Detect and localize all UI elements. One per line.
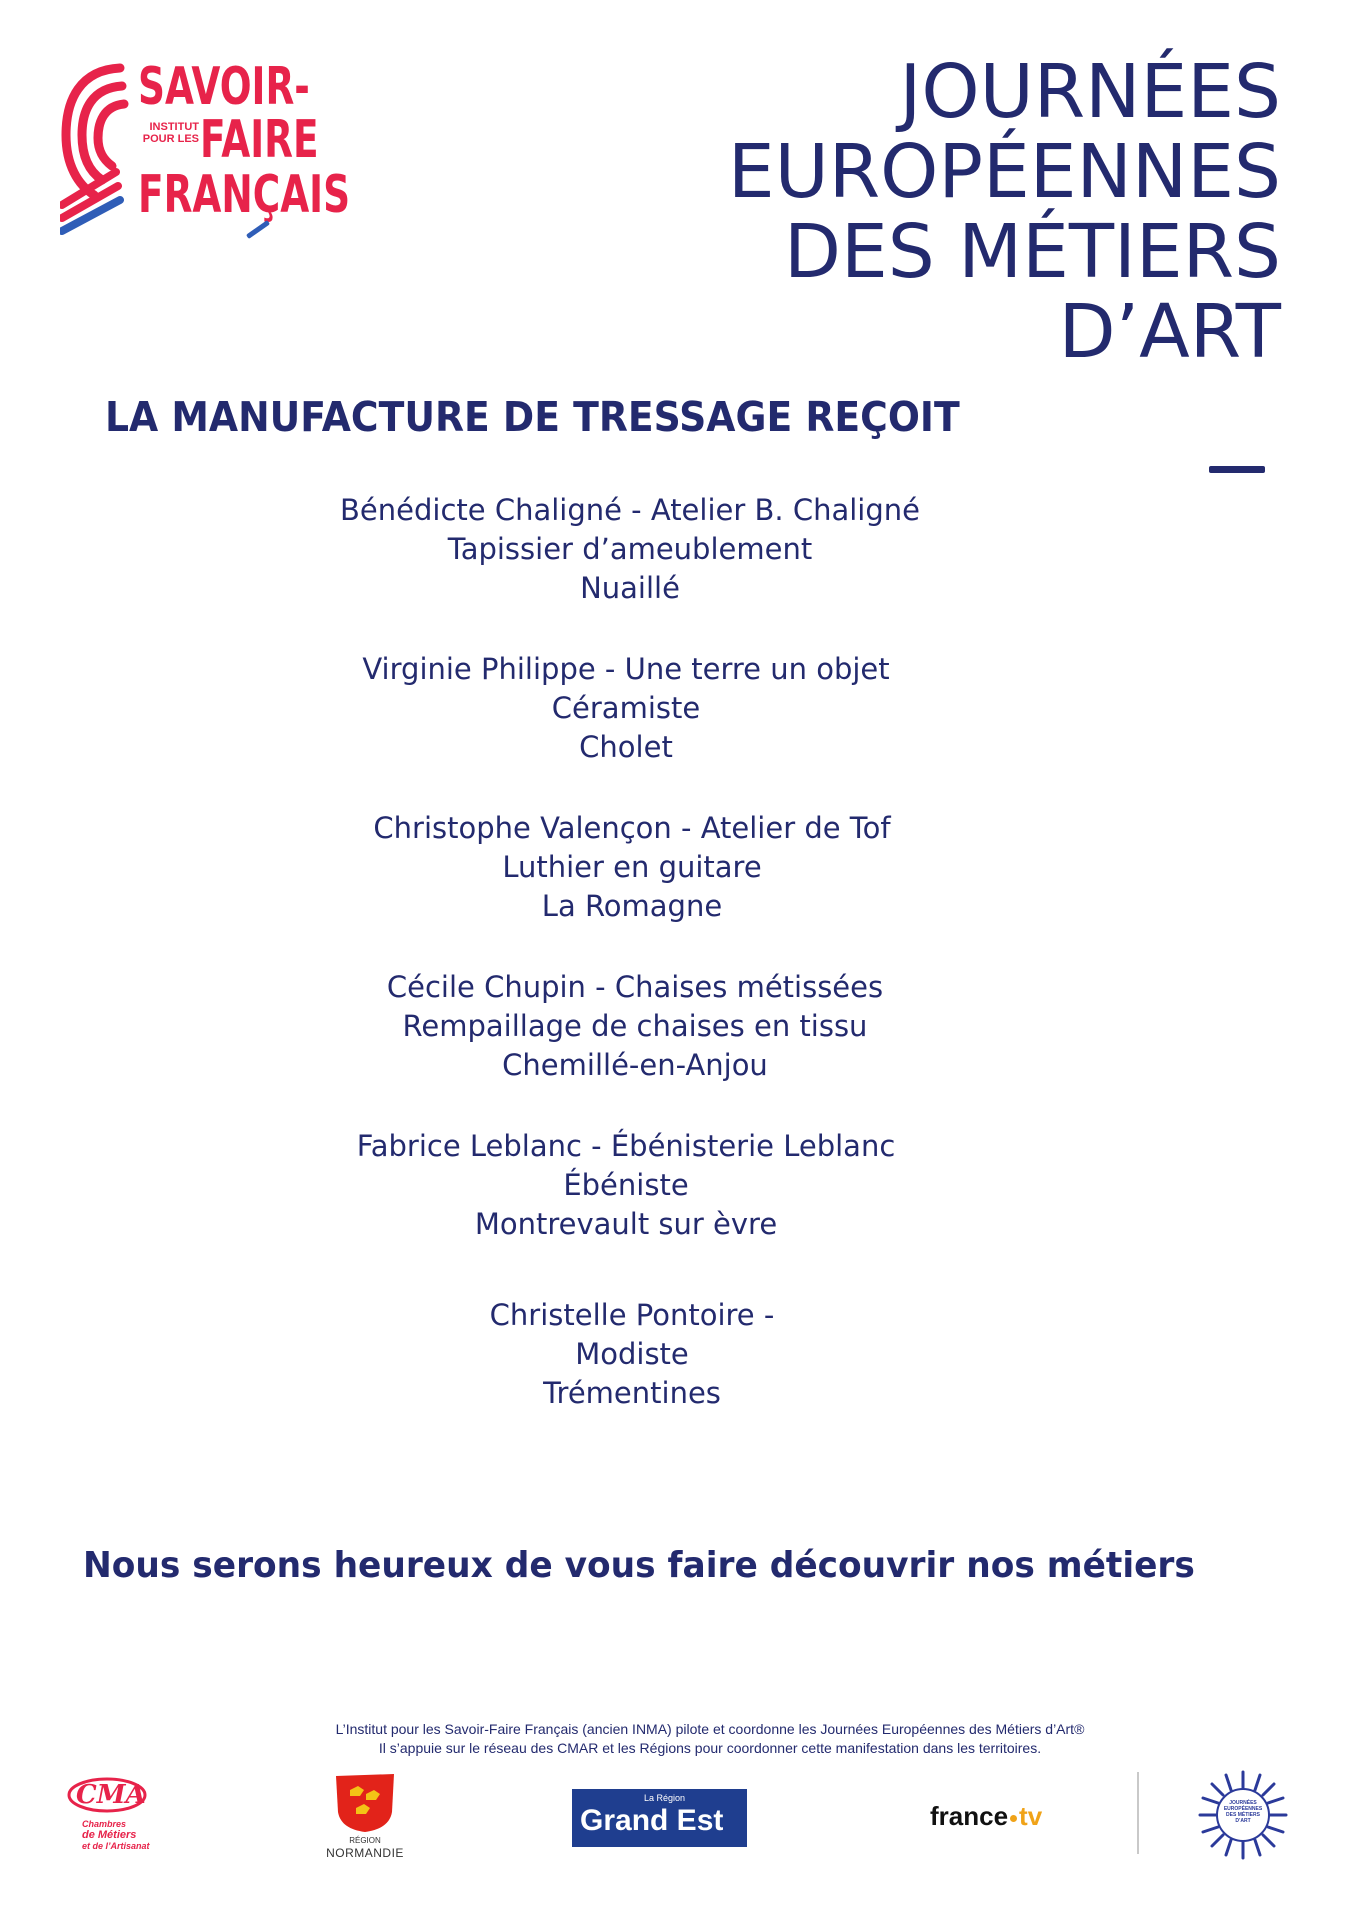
- artisan-city: Cholet: [579, 730, 673, 764]
- artisan-name: Christelle Pontoire -: [489, 1298, 775, 1332]
- region-normandie-logo: [310, 1772, 420, 1862]
- francetv-suffix: tv: [1019, 1801, 1043, 1831]
- artisan-entry: [282, 1296, 982, 1413]
- normandie-line1: RÉGION: [349, 1836, 381, 1845]
- page-title: [727, 49, 1281, 375]
- jema-text: JOURNÉES EUROPÉENNES DES MÉTIERS D’ART: [1223, 1800, 1263, 1824]
- logo-line-faire: FAIRE: [200, 110, 319, 170]
- artisan-city: Trémentines: [543, 1376, 721, 1410]
- artisan-name: Fabrice Leblanc - Ébénisterie Leblanc: [356, 1129, 896, 1163]
- footer-text: [200, 1720, 1220, 1758]
- artisan-entry: [276, 650, 976, 767]
- artisan-entry: [282, 809, 982, 926]
- artisan-trade: Rempaillage de chaises en tissu: [402, 1009, 868, 1043]
- artisan-entry: [276, 1127, 976, 1244]
- artisan-name: Cécile Chupin - Chaises métissées: [386, 970, 884, 1004]
- section-heading: LA MANUFACTURE DE TRESSAGE REÇOIT: [105, 393, 960, 441]
- footer-divider: [1137, 1772, 1139, 1854]
- swirl-logo-icon: [60, 60, 140, 250]
- jema-logo: [1198, 1770, 1288, 1860]
- savoir-faire-logo: [60, 55, 360, 255]
- logo-small-institut: INSTITUT POUR LES: [142, 121, 199, 145]
- francetv-dot-icon: [1010, 1815, 1017, 1822]
- artisan-trade: Céramiste: [551, 691, 701, 725]
- tagline: Nous serons heureux de vous faire découvrir nos métiers: [83, 1545, 1195, 1586]
- title-line: D’ART: [1058, 289, 1281, 375]
- artisan-trade: Ébéniste: [563, 1168, 689, 1202]
- logo-line-savoir: SAVOIR-: [138, 57, 310, 117]
- normandie-shield-icon: [330, 1772, 400, 1834]
- artisan-name: Virginie Philippe - Une terre un objet: [362, 652, 890, 686]
- title-line: JOURNÉES: [899, 49, 1281, 135]
- artisan-city: Nuaillé: [580, 571, 680, 605]
- normandie-line2: NORMANDIE: [326, 1846, 404, 1860]
- logo-line-francais: FRANÇAIS: [138, 165, 351, 225]
- footer-line: Il s’appuie sur le réseau des CMAR et les Régions pour coordonner cette manifestation dans les territoires.: [378, 1740, 1042, 1756]
- title-line: DES MÉTIERS: [783, 209, 1281, 295]
- artisan-name: Bénédicte Chaligné - Atelier B. Chaligné: [340, 493, 920, 527]
- grandest-small: La Région: [644, 1793, 686, 1803]
- cma-caption: Chambres de Métiers et de l’Artisanat: [82, 1819, 150, 1851]
- cma-mark-text: CMA: [76, 1780, 146, 1810]
- grandest-big: Grand Est: [580, 1804, 724, 1837]
- cma-logo: [64, 1775, 164, 1855]
- artisan-trade: Tapissier d’ameublement: [447, 532, 813, 566]
- artisan-entry: [280, 491, 980, 608]
- artisan-trade: Modiste: [575, 1337, 689, 1371]
- artisan-name: Christophe Valençon - Atelier de Tof: [373, 811, 891, 845]
- artisan-trade: Luthier en guitare: [502, 850, 762, 884]
- title-line: EUROPÉENNES: [727, 129, 1281, 215]
- francetv-text: france: [930, 1801, 1009, 1831]
- region-grand-est-logo: [572, 1789, 747, 1847]
- artisan-entry: [285, 968, 985, 1085]
- artisan-city: Montrevault sur èvre: [474, 1207, 778, 1241]
- footer-line: L’Institut pour les Savoir-Faire Français (ancien INMA) pilote et coordonne les Journées Européennes des Métiers d’Art®: [335, 1721, 1085, 1737]
- artisan-city: La Romagne: [541, 889, 723, 923]
- france-tv-logo: [930, 1797, 1080, 1837]
- title-dash-divider: [1209, 466, 1265, 473]
- artisan-city: Chemillé-en-Anjou: [502, 1048, 768, 1082]
